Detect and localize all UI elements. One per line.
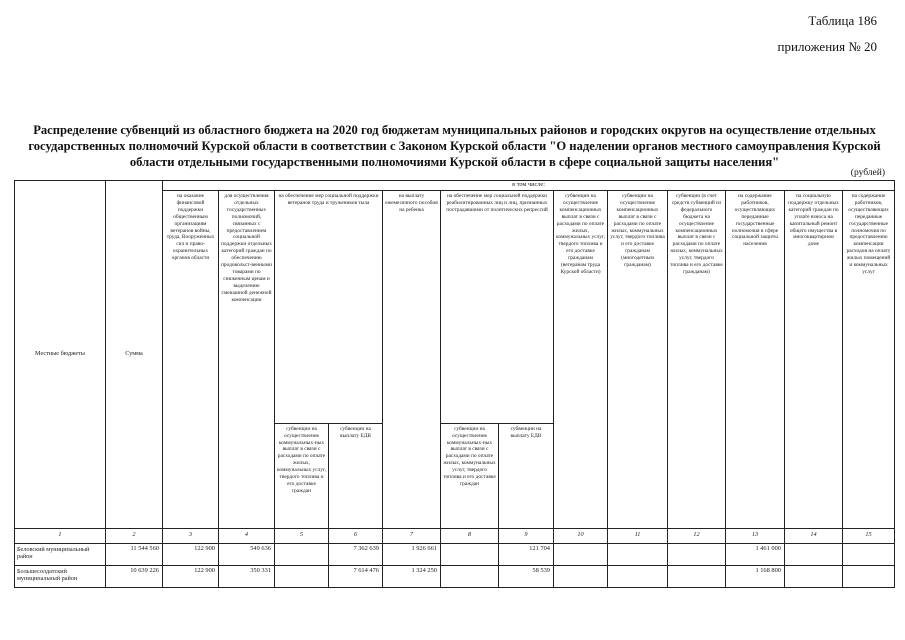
appendix-number: приложения № 20: [777, 39, 877, 54]
table-cell: [785, 543, 843, 565]
table-cell: 11 544 560: [106, 543, 163, 565]
column-index: 14: [785, 528, 843, 543]
col-header-4: для осуществления отдельных государственных полномочий, связанных с предоставлением социальной поддержки отдельных категорий граждан по обеспечению продовольст-венными товарами по сниженным ценам и выделению смешанной денежной компенсации: [219, 191, 275, 529]
col-header-5-6-spacer: [275, 216, 383, 424]
table-number: Таблица 186: [808, 13, 877, 28]
table-cell: [843, 543, 895, 565]
column-index: 2: [106, 528, 163, 543]
column-index: 9: [499, 528, 554, 543]
document-title: [22, 122, 887, 170]
col-header-5-6-group: на обеспечение мер социальной поддержки ветеранов труда и тружеников тыла: [275, 191, 383, 216]
col-header-6: субвенции на выплату ЕДВ: [329, 423, 383, 528]
col-header-15: на содержание работников, осуществляющих переданные государственные полномочия по предоставлению компенсации расходов на оплату жилых помещений и коммунальных услуг: [843, 191, 895, 529]
column-index: 4: [219, 528, 275, 543]
table-cell: 549 636: [219, 543, 275, 565]
row-name: Беловский муниципальный район: [15, 543, 106, 565]
col-header-sum: Сумма: [106, 181, 163, 529]
row-name: Большесолдатский муниципальный район: [15, 565, 106, 587]
table-cell: [608, 543, 668, 565]
col-header-8-9-spacer: [441, 216, 554, 424]
column-index: 3: [163, 528, 219, 543]
column-index: 11: [608, 528, 668, 543]
col-header-9: субвенции на выплату ЕДВ: [499, 423, 554, 528]
table-cell: [275, 543, 329, 565]
header-row-1: [15, 181, 895, 191]
table-cell: 7 362 639: [329, 543, 383, 565]
table-cell: [608, 565, 668, 587]
column-index: 6: [329, 528, 383, 543]
column-index: 5: [275, 528, 329, 543]
table-cell: 350 331: [219, 565, 275, 587]
col-header-10: субвенции на осуществление компенсационных выплат в связи с расходами по оплате жилых, коммунальных услуг, твердого топлива и его доставке гражданам (ветеранам труда Курской области): [554, 191, 608, 529]
column-index: 12: [668, 528, 726, 543]
index-row: [15, 528, 895, 543]
table-cell: 10 639 226: [106, 565, 163, 587]
table-cell: 1 324 250: [383, 565, 441, 587]
units-label: (рублей): [850, 168, 885, 178]
table-cell: [668, 543, 726, 565]
col-header-local-budgets: Местные бюджеты: [15, 181, 106, 529]
column-index: 8: [441, 528, 499, 543]
table-cell: [554, 543, 608, 565]
column-index: 7: [383, 528, 441, 543]
table-cell: 1 168 800: [726, 565, 785, 587]
col-header-5: субвенции на осуществление коммунальных-ных выплат в связи с расходами по оплате жилых, коммунальных услуг, твердого топлива и его доставке граждан: [275, 423, 329, 528]
table-cell: 121 704: [499, 543, 554, 565]
table-row: [15, 543, 895, 565]
column-index: 10: [554, 528, 608, 543]
table-cell: 1 461 000: [726, 543, 785, 565]
title-line-3: области отдельными государственными полномочиями Курской области в сфере социальной защиты населения": [129, 155, 780, 169]
table-cell: 122 900: [163, 543, 219, 565]
col-header-11: субвенции на осуществление компенсационных выплат в связи с расходами по оплате жилых, коммунальных услуг, твердого топлива и его доставке гражданам (многодетным гражданам): [608, 191, 668, 529]
table-cell: 58 539: [499, 565, 554, 587]
col-header-14: на социальную поддержку отдельных категорий граждан по уплате взноса на капитальный ремонт общего имущества в многоквартирном доме: [785, 191, 843, 529]
col-header-including: в том числе:: [163, 181, 895, 191]
table-cell: [668, 565, 726, 587]
table-cell: [843, 565, 895, 587]
column-index: 15: [843, 528, 895, 543]
col-header-8: субвенции на осуществление коммунальных-ных выплат в связи с расходами по оплате жилых, коммунальных услуг, твердого топлива и его доставке граждан: [441, 423, 499, 528]
subsidy-table: [14, 180, 895, 588]
column-index: 13: [726, 528, 785, 543]
table-cell: [554, 565, 608, 587]
table-cell: [441, 565, 499, 587]
table-cell: 122 900: [163, 565, 219, 587]
column-index: 1: [15, 528, 106, 543]
title-line-2: государственных полномочий Курской области в соответствии с Законом Курской области "О наделении органов местного самоуправления Курской: [28, 139, 881, 153]
col-header-8-9-group: на обеспечение мер социальной поддержки реабилитированных лиц и лиц, признанных пострадавшими от политических репрессий: [441, 191, 554, 216]
col-header-12: субвенции (в счет средств субвенций из федерального бюджета на осуществление компенсационных выплат в связи с расходами по оплате жилых, коммунальных услуг, твердого топлива и его доставке гражданам): [668, 191, 726, 529]
col-header-3: на оказание финансовой поддержки общественным организациям ветеранов войны, труда, Вооруженных сил и право-охранительных органов области: [163, 191, 219, 529]
table-number-block: [778, 8, 877, 60]
col-header-7: на выплату ежемесячного пособия на ребенка: [383, 191, 441, 529]
title-line-1: Распределение субвенций из областного бюджета на 2020 год бюджетам муниципальных районов и городских округов на осуществление отдельных: [33, 123, 876, 137]
table-cell: [785, 565, 843, 587]
table-cell: [441, 543, 499, 565]
table-row: [15, 565, 895, 587]
table-cell: 7 614 476: [329, 565, 383, 587]
table-cell: 1 926 661: [383, 543, 441, 565]
col-header-13: на содержание работников, осуществляющих переданные государственные полномочия в сфере социальной защиты населения: [726, 191, 785, 529]
table-cell: [275, 565, 329, 587]
